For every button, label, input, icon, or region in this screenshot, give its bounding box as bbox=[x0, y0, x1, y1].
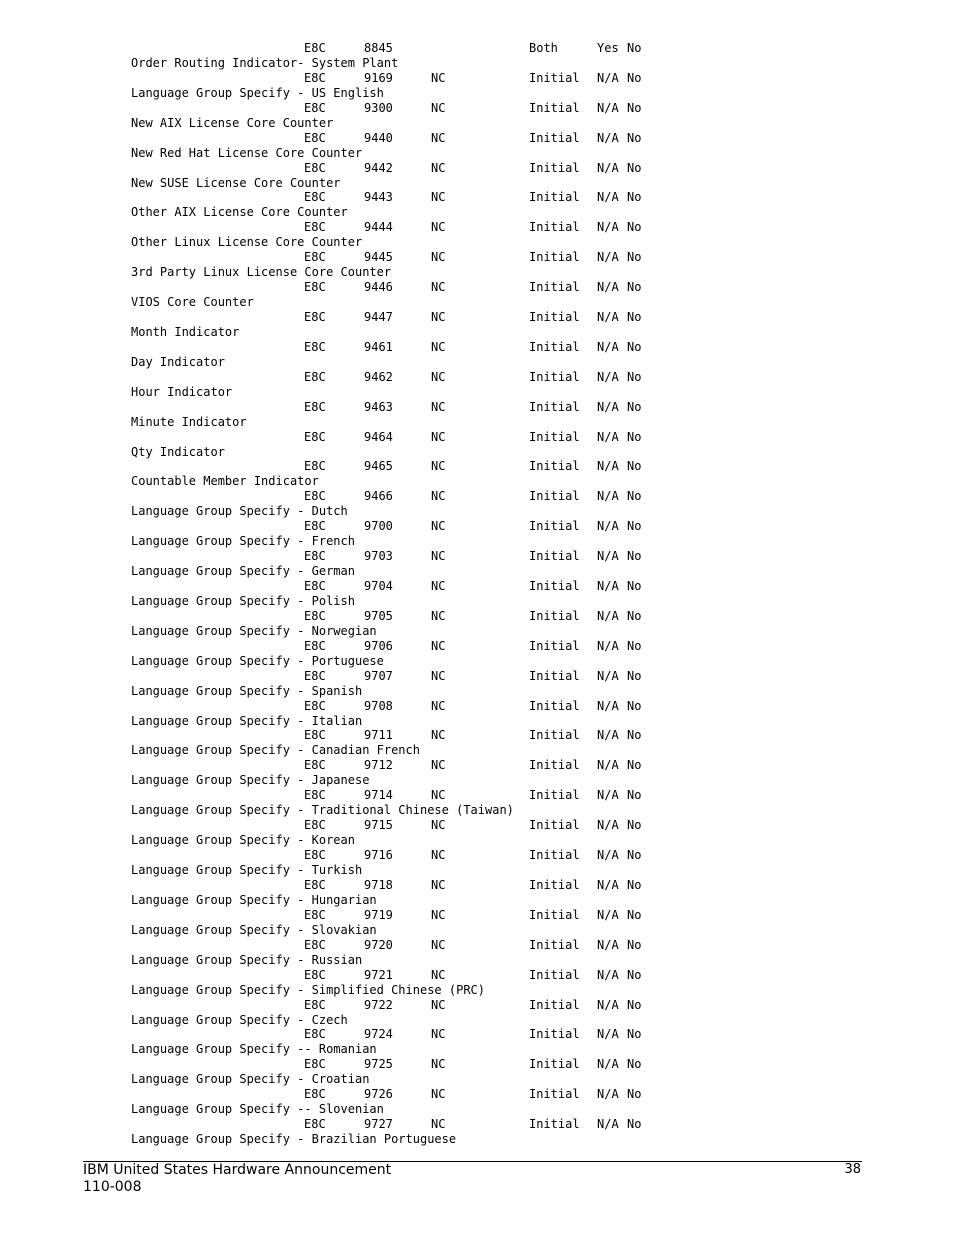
feature-code: 9714 bbox=[364, 788, 393, 803]
returned-flag: N/A bbox=[597, 70, 619, 85]
feature-code: 8845 bbox=[364, 41, 393, 55]
feature-entry bbox=[0, 728, 954, 758]
returned-flag: N/A bbox=[597, 1087, 619, 1102]
feature-entry bbox=[0, 131, 954, 161]
field-install-flag: No bbox=[627, 339, 642, 354]
feature-entry bbox=[0, 310, 954, 340]
machine-type: E8C bbox=[304, 728, 326, 743]
returned-flag: N/A bbox=[597, 130, 619, 145]
returned-flag: N/A bbox=[597, 579, 619, 594]
machine-type: E8C bbox=[304, 310, 326, 325]
feature-entry bbox=[0, 998, 954, 1028]
feature-description: Language Group Specify - Polish bbox=[131, 594, 355, 609]
machine-type: E8C bbox=[304, 250, 326, 265]
conversion-code: NC bbox=[431, 668, 446, 683]
feature-code: 9721 bbox=[364, 967, 393, 982]
feature-entry bbox=[0, 549, 954, 579]
field-install-flag: No bbox=[627, 190, 642, 205]
machine-type: E8C bbox=[304, 997, 326, 1012]
feature-status: Initial bbox=[529, 399, 580, 414]
machine-type: E8C bbox=[304, 280, 326, 295]
machine-type: E8C bbox=[304, 1087, 326, 1102]
machine-type: E8C bbox=[304, 130, 326, 145]
feature-description: Language Group Specify - Hungarian bbox=[131, 892, 377, 907]
machine-type: E8C bbox=[304, 698, 326, 713]
feature-code: 9712 bbox=[364, 758, 393, 773]
field-install-flag: No bbox=[627, 280, 642, 295]
field-install-flag: No bbox=[627, 638, 642, 653]
feature-entry bbox=[0, 250, 954, 280]
feature-code: 9724 bbox=[364, 1027, 393, 1042]
returned-flag: N/A bbox=[597, 758, 619, 773]
feature-entry bbox=[0, 848, 954, 878]
feature-code: 9720 bbox=[364, 937, 393, 952]
conversion-code: NC bbox=[431, 818, 446, 833]
conversion-code: NC bbox=[431, 399, 446, 414]
feature-code: 9727 bbox=[364, 1117, 393, 1132]
returned-flag: N/A bbox=[597, 937, 619, 952]
machine-type: E8C bbox=[304, 1057, 326, 1072]
feature-description: Hour Indicator bbox=[131, 384, 233, 399]
feature-status: Initial bbox=[529, 280, 580, 295]
feature-description: 3rd Party Linux License Core Counter bbox=[131, 265, 392, 280]
field-install-flag: No bbox=[627, 399, 642, 414]
conversion-code: NC bbox=[431, 937, 446, 952]
feature-code: 9719 bbox=[364, 907, 393, 922]
conversion-code: NC bbox=[431, 848, 446, 863]
feature-status: Initial bbox=[529, 160, 580, 175]
feature-description: Language Group Specify - Traditional Chinese (Taiwan) bbox=[131, 803, 514, 818]
returned-flag: N/A bbox=[597, 907, 619, 922]
feature-entry bbox=[0, 669, 954, 699]
feature-description: New AIX License Core Counter bbox=[131, 115, 334, 130]
returned-flag: N/A bbox=[597, 638, 619, 653]
feature-code: 9711 bbox=[364, 728, 393, 743]
feature-description: Language Group Specify -- Slovenian bbox=[131, 1102, 384, 1117]
feature-description: Language Group Specify - Croatian bbox=[131, 1072, 370, 1087]
feature-description: Language Group Specify - Dutch bbox=[131, 504, 348, 519]
machine-type: E8C bbox=[304, 877, 326, 892]
feature-code: 9440 bbox=[364, 130, 393, 145]
returned-flag: N/A bbox=[597, 1057, 619, 1072]
feature-status: Initial bbox=[529, 519, 580, 534]
returned-flag: N/A bbox=[597, 848, 619, 863]
field-install-flag: No bbox=[627, 130, 642, 145]
feature-code: 9445 bbox=[364, 250, 393, 265]
feature-entry bbox=[0, 609, 954, 639]
feature-entry bbox=[0, 818, 954, 848]
feature-status: Initial bbox=[529, 818, 580, 833]
feature-description: Language Group Specify - German bbox=[131, 564, 355, 579]
feature-description: Language Group Specify - Russian bbox=[131, 952, 363, 967]
conversion-code: NC bbox=[431, 489, 446, 504]
field-install-flag: No bbox=[627, 937, 642, 952]
conversion-code: NC bbox=[431, 250, 446, 265]
feature-entry bbox=[0, 579, 954, 609]
feature-code: 9700 bbox=[364, 519, 393, 534]
feature-status: Initial bbox=[529, 877, 580, 892]
feature-code: 9704 bbox=[364, 579, 393, 594]
field-install-flag: No bbox=[627, 429, 642, 444]
feature-status: Initial bbox=[529, 369, 580, 384]
returned-flag: N/A bbox=[597, 429, 619, 444]
feature-code: 9444 bbox=[364, 220, 393, 235]
feature-status: Initial bbox=[529, 130, 580, 145]
machine-type: E8C bbox=[304, 608, 326, 623]
conversion-code: NC bbox=[431, 1117, 446, 1132]
conversion-code: NC bbox=[431, 160, 446, 175]
returned-flag: N/A bbox=[597, 668, 619, 683]
feature-entry bbox=[0, 639, 954, 669]
conversion-code: NC bbox=[431, 788, 446, 803]
field-install-flag: No bbox=[627, 1027, 642, 1042]
feature-entry bbox=[0, 161, 954, 191]
feature-entry bbox=[0, 340, 954, 370]
feature-entry bbox=[0, 1057, 954, 1087]
feature-status: Initial bbox=[529, 758, 580, 773]
returned-flag: N/A bbox=[597, 339, 619, 354]
field-install-flag: No bbox=[627, 41, 642, 55]
feature-description: Language Group Specify - Italian bbox=[131, 713, 363, 728]
feature-status: Initial bbox=[529, 1117, 580, 1132]
conversion-code: NC bbox=[431, 130, 446, 145]
feature-status: Initial bbox=[529, 429, 580, 444]
feature-status: Initial bbox=[529, 698, 580, 713]
feature-description: Month Indicator bbox=[131, 325, 240, 340]
feature-entry bbox=[0, 101, 954, 131]
feature-entry bbox=[0, 459, 954, 489]
field-install-flag: No bbox=[627, 907, 642, 922]
feature-description: Language Group Specify - Czech bbox=[131, 1012, 348, 1027]
field-install-flag: No bbox=[627, 818, 642, 833]
field-install-flag: No bbox=[627, 459, 642, 474]
feature-code: 9725 bbox=[364, 1057, 393, 1072]
conversion-code: NC bbox=[431, 1027, 446, 1042]
field-install-flag: No bbox=[627, 160, 642, 175]
feature-status: Initial bbox=[529, 250, 580, 265]
feature-code: 9446 bbox=[364, 280, 393, 295]
feature-description: Other Linux License Core Counter bbox=[131, 235, 363, 250]
conversion-code: NC bbox=[431, 997, 446, 1012]
feature-entry bbox=[0, 908, 954, 938]
machine-type: E8C bbox=[304, 638, 326, 653]
feature-status: Initial bbox=[529, 489, 580, 504]
feature-status: Initial bbox=[529, 668, 580, 683]
feature-status: Initial bbox=[529, 220, 580, 235]
feature-code: 9706 bbox=[364, 638, 393, 653]
feature-entry bbox=[0, 370, 954, 400]
feature-status: Initial bbox=[529, 339, 580, 354]
feature-status: Initial bbox=[529, 788, 580, 803]
feature-status: Initial bbox=[529, 848, 580, 863]
machine-type: E8C bbox=[304, 788, 326, 803]
machine-type: E8C bbox=[304, 459, 326, 474]
returned-flag: N/A bbox=[597, 310, 619, 325]
feature-description: Language Group Specify - US English bbox=[131, 85, 384, 100]
returned-flag: N/A bbox=[597, 459, 619, 474]
conversion-code: NC bbox=[431, 907, 446, 922]
announcement-number: 110-008 bbox=[83, 1179, 142, 1195]
feature-status: Initial bbox=[529, 907, 580, 922]
feature-entry bbox=[0, 1087, 954, 1117]
field-install-flag: No bbox=[627, 1087, 642, 1102]
field-install-flag: No bbox=[627, 250, 642, 265]
field-install-flag: No bbox=[627, 848, 642, 863]
field-install-flag: No bbox=[627, 1057, 642, 1072]
machine-type: E8C bbox=[304, 907, 326, 922]
field-install-flag: No bbox=[627, 698, 642, 713]
feature-description: Language Group Specify -- Romanian bbox=[131, 1042, 377, 1057]
machine-type: E8C bbox=[304, 399, 326, 414]
conversion-code: NC bbox=[431, 1087, 446, 1102]
machine-type: E8C bbox=[304, 1027, 326, 1042]
feature-entry bbox=[0, 430, 954, 460]
conversion-code: NC bbox=[431, 698, 446, 713]
field-install-flag: No bbox=[627, 220, 642, 235]
feature-code: 9464 bbox=[364, 429, 393, 444]
conversion-code: NC bbox=[431, 70, 446, 85]
feature-code: 9722 bbox=[364, 997, 393, 1012]
returned-flag: N/A bbox=[597, 519, 619, 534]
feature-status: Initial bbox=[529, 549, 580, 564]
machine-type: E8C bbox=[304, 937, 326, 952]
feature-code: 9708 bbox=[364, 698, 393, 713]
feature-code: 9466 bbox=[364, 489, 393, 504]
feature-status: Initial bbox=[529, 70, 580, 85]
feature-description: VIOS Core Counter bbox=[131, 295, 254, 310]
feature-description: Language Group Specify - French bbox=[131, 534, 355, 549]
field-install-flag: No bbox=[627, 668, 642, 683]
machine-type: E8C bbox=[304, 848, 326, 863]
feature-status: Initial bbox=[529, 1027, 580, 1042]
returned-flag: N/A bbox=[597, 967, 619, 982]
machine-type: E8C bbox=[304, 579, 326, 594]
field-install-flag: No bbox=[627, 100, 642, 115]
returned-flag: N/A bbox=[597, 399, 619, 414]
returned-flag: N/A bbox=[597, 788, 619, 803]
conversion-code: NC bbox=[431, 339, 446, 354]
machine-type: E8C bbox=[304, 160, 326, 175]
conversion-code: NC bbox=[431, 1057, 446, 1072]
feature-entry bbox=[0, 41, 954, 71]
feature-code: 9442 bbox=[364, 160, 393, 175]
returned-flag: N/A bbox=[597, 489, 619, 504]
conversion-code: NC bbox=[431, 728, 446, 743]
machine-type: E8C bbox=[304, 549, 326, 564]
feature-status: Initial bbox=[529, 967, 580, 982]
machine-type: E8C bbox=[304, 429, 326, 444]
field-install-flag: No bbox=[627, 70, 642, 85]
feature-description: Language Group Specify - Turkish bbox=[131, 863, 363, 878]
feature-description: Minute Indicator bbox=[131, 414, 247, 429]
feature-description: New SUSE License Core Counter bbox=[131, 175, 341, 190]
feature-entry bbox=[0, 519, 954, 549]
conversion-code: NC bbox=[431, 967, 446, 982]
machine-type: E8C bbox=[304, 758, 326, 773]
returned-flag: N/A bbox=[597, 1117, 619, 1132]
conversion-code: NC bbox=[431, 190, 446, 205]
page-number: 38 bbox=[844, 1162, 861, 1177]
feature-code: 9462 bbox=[364, 369, 393, 384]
feature-description: New Red Hat License Core Counter bbox=[131, 145, 363, 160]
feature-status: Initial bbox=[529, 608, 580, 623]
feature-status: Initial bbox=[529, 1087, 580, 1102]
feature-entry bbox=[0, 400, 954, 430]
feature-description: Language Group Specify - Japanese bbox=[131, 773, 370, 788]
machine-type: E8C bbox=[304, 220, 326, 235]
machine-type: E8C bbox=[304, 489, 326, 504]
feature-code: 9447 bbox=[364, 310, 393, 325]
feature-entry bbox=[0, 699, 954, 729]
machine-type: E8C bbox=[304, 519, 326, 534]
field-install-flag: No bbox=[627, 519, 642, 534]
feature-status: Initial bbox=[529, 728, 580, 743]
feature-entry bbox=[0, 1027, 954, 1057]
feature-status: Initial bbox=[529, 459, 580, 474]
feature-code: 9705 bbox=[364, 608, 393, 623]
conversion-code: NC bbox=[431, 459, 446, 474]
feature-status: Initial bbox=[529, 190, 580, 205]
returned-flag: N/A bbox=[597, 100, 619, 115]
field-install-flag: No bbox=[627, 788, 642, 803]
field-install-flag: No bbox=[627, 549, 642, 564]
returned-flag: N/A bbox=[597, 369, 619, 384]
feature-code: 9465 bbox=[364, 459, 393, 474]
feature-description: Day Indicator bbox=[131, 354, 225, 369]
feature-entry bbox=[0, 489, 954, 519]
feature-code: 9443 bbox=[364, 190, 393, 205]
machine-type: E8C bbox=[304, 668, 326, 683]
feature-description: Language Group Specify - Portuguese bbox=[131, 653, 384, 668]
feature-status: Initial bbox=[529, 100, 580, 115]
field-install-flag: No bbox=[627, 369, 642, 384]
conversion-code: NC bbox=[431, 579, 446, 594]
feature-code: 9300 bbox=[364, 100, 393, 115]
machine-type: E8C bbox=[304, 369, 326, 384]
conversion-code: NC bbox=[431, 549, 446, 564]
conversion-code: NC bbox=[431, 877, 446, 892]
returned-flag: N/A bbox=[597, 818, 619, 833]
returned-flag: N/A bbox=[597, 549, 619, 564]
feature-entry bbox=[0, 758, 954, 788]
feature-code: 9707 bbox=[364, 668, 393, 683]
footer-title: IBM United States Hardware Announcement bbox=[83, 1162, 392, 1178]
feature-status: Initial bbox=[529, 937, 580, 952]
field-install-flag: No bbox=[627, 489, 642, 504]
machine-type: E8C bbox=[304, 818, 326, 833]
machine-type: E8C bbox=[304, 967, 326, 982]
feature-code: 9461 bbox=[364, 339, 393, 354]
returned-flag: N/A bbox=[597, 1027, 619, 1042]
machine-type: E8C bbox=[304, 41, 326, 55]
feature-entry bbox=[0, 938, 954, 968]
field-install-flag: No bbox=[627, 758, 642, 773]
machine-type: E8C bbox=[304, 100, 326, 115]
conversion-code: NC bbox=[431, 369, 446, 384]
feature-code: 9718 bbox=[364, 877, 393, 892]
feature-entry bbox=[0, 878, 954, 908]
machine-type: E8C bbox=[304, 190, 326, 205]
feature-description: Language Group Specify - Simplified Chinese (PRC) bbox=[131, 982, 486, 997]
feature-code: 9715 bbox=[364, 818, 393, 833]
conversion-code: NC bbox=[431, 220, 446, 235]
feature-description: Language Group Specify - Canadian French bbox=[131, 743, 420, 758]
feature-entry bbox=[0, 788, 954, 818]
feature-status: Initial bbox=[529, 310, 580, 325]
machine-type: E8C bbox=[304, 339, 326, 354]
returned-flag: N/A bbox=[597, 190, 619, 205]
machine-type: E8C bbox=[304, 1117, 326, 1132]
feature-code: 9726 bbox=[364, 1087, 393, 1102]
feature-listing bbox=[0, 41, 954, 1147]
feature-entry bbox=[0, 280, 954, 310]
conversion-code: NC bbox=[431, 519, 446, 534]
returned-flag: N/A bbox=[597, 608, 619, 623]
feature-description: Language Group Specify - Norwegian bbox=[131, 623, 377, 638]
conversion-code: NC bbox=[431, 758, 446, 773]
feature-description: Language Group Specify - Brazilian Portuguese bbox=[131, 1132, 457, 1147]
feature-description: Language Group Specify - Slovakian bbox=[131, 922, 377, 937]
conversion-code: NC bbox=[431, 310, 446, 325]
feature-entry bbox=[0, 1117, 954, 1147]
feature-status: Both bbox=[529, 41, 558, 55]
field-install-flag: No bbox=[627, 579, 642, 594]
feature-status: Initial bbox=[529, 997, 580, 1012]
field-install-flag: No bbox=[627, 608, 642, 623]
feature-code: 9703 bbox=[364, 549, 393, 564]
returned-flag: N/A bbox=[597, 280, 619, 295]
feature-entry bbox=[0, 190, 954, 220]
field-install-flag: No bbox=[627, 877, 642, 892]
field-install-flag: No bbox=[627, 1117, 642, 1132]
conversion-code: NC bbox=[431, 280, 446, 295]
returned-flag: N/A bbox=[597, 250, 619, 265]
field-install-flag: No bbox=[627, 728, 642, 743]
returned-flag: Yes bbox=[597, 41, 619, 55]
field-install-flag: No bbox=[627, 967, 642, 982]
feature-code: 9463 bbox=[364, 399, 393, 414]
returned-flag: N/A bbox=[597, 220, 619, 235]
conversion-code: NC bbox=[431, 100, 446, 115]
conversion-code: NC bbox=[431, 608, 446, 623]
feature-entry bbox=[0, 968, 954, 998]
feature-status: Initial bbox=[529, 1057, 580, 1072]
returned-flag: N/A bbox=[597, 698, 619, 713]
feature-description: Other AIX License Core Counter bbox=[131, 205, 348, 220]
feature-code: 9716 bbox=[364, 848, 393, 863]
conversion-code: NC bbox=[431, 429, 446, 444]
feature-entry bbox=[0, 71, 954, 101]
feature-code: 9169 bbox=[364, 70, 393, 85]
machine-type: E8C bbox=[304, 70, 326, 85]
feature-description: Qty Indicator bbox=[131, 444, 225, 459]
feature-status: Initial bbox=[529, 579, 580, 594]
field-install-flag: No bbox=[627, 997, 642, 1012]
feature-description: Order Routing Indicator- System Plant bbox=[131, 56, 399, 70]
feature-entry bbox=[0, 220, 954, 250]
returned-flag: N/A bbox=[597, 728, 619, 743]
conversion-code: NC bbox=[431, 638, 446, 653]
returned-flag: N/A bbox=[597, 997, 619, 1012]
feature-description: Language Group Specify - Korean bbox=[131, 833, 355, 848]
feature-description: Language Group Specify - Spanish bbox=[131, 683, 363, 698]
returned-flag: N/A bbox=[597, 877, 619, 892]
field-install-flag: No bbox=[627, 310, 642, 325]
feature-status: Initial bbox=[529, 638, 580, 653]
feature-description: Countable Member Indicator bbox=[131, 474, 319, 489]
returned-flag: N/A bbox=[597, 160, 619, 175]
